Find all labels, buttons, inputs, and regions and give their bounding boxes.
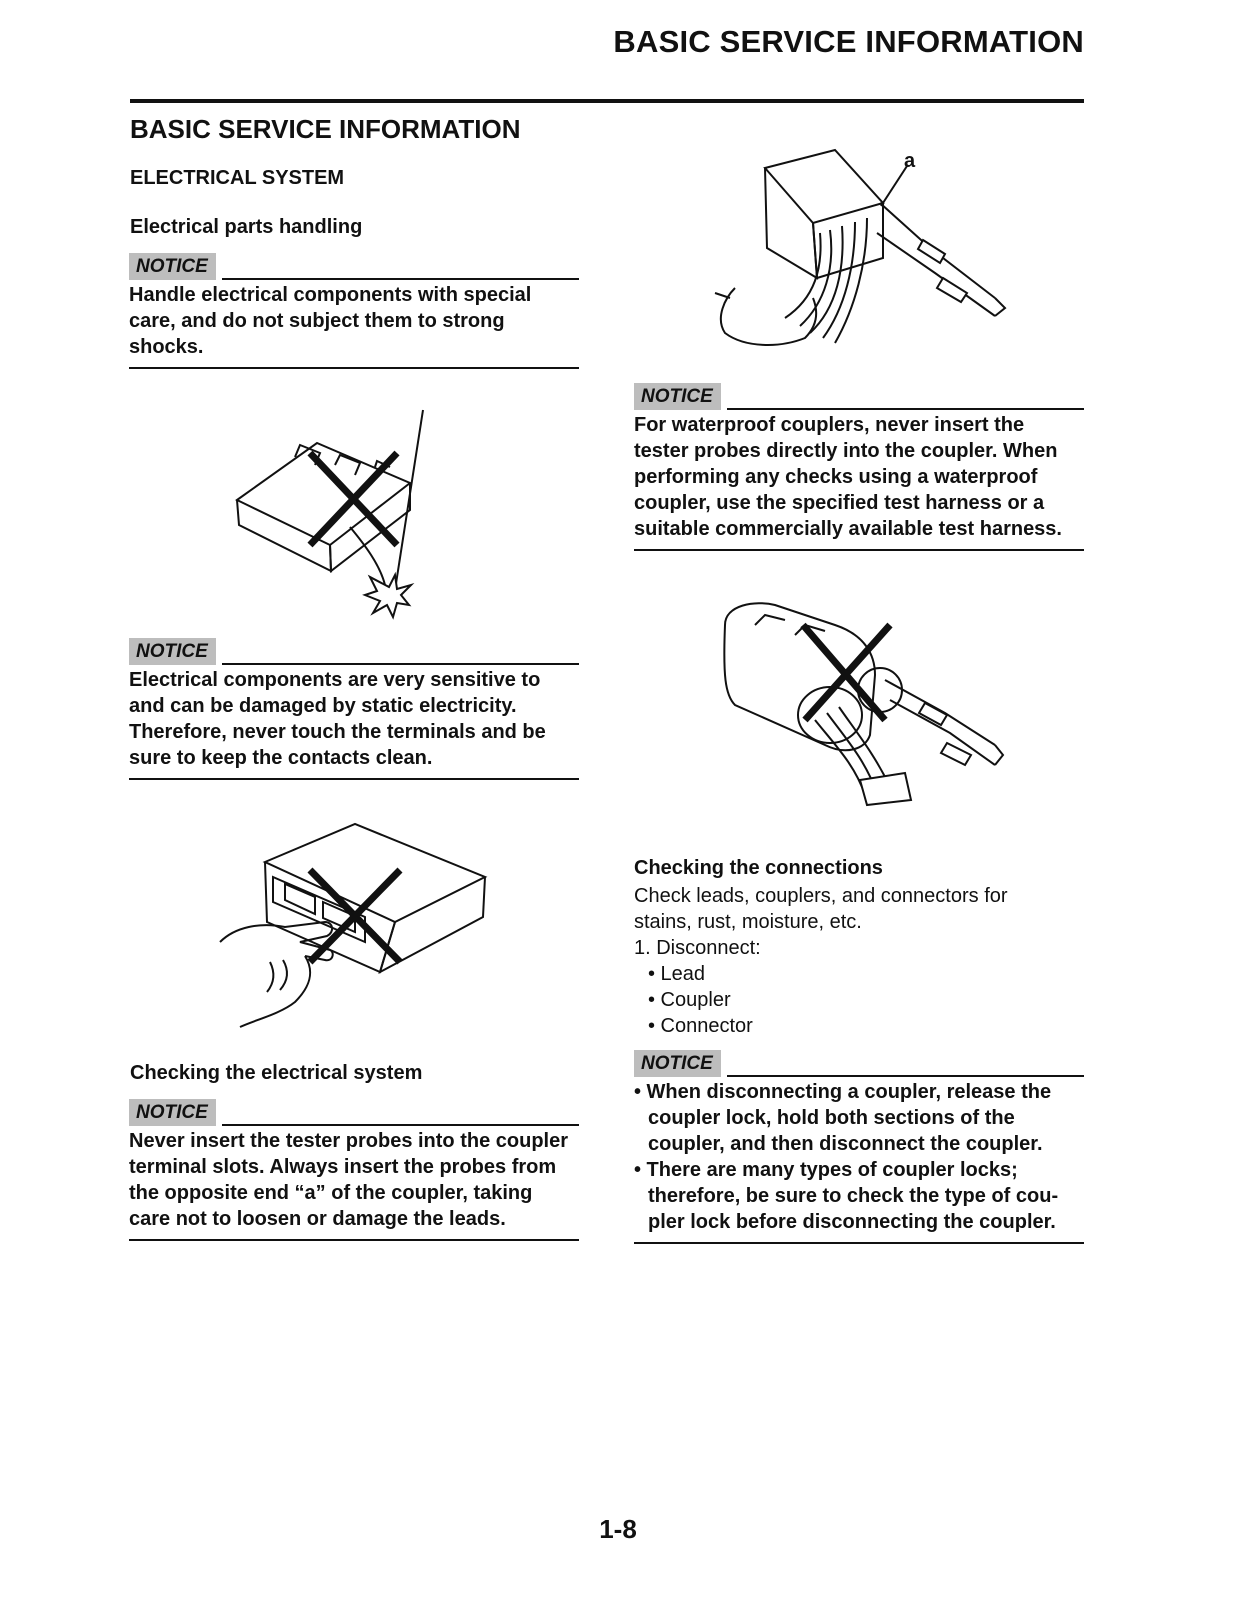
notice-coupler-lock — [634, 1047, 1084, 1244]
notice-tester-probes — [129, 1096, 579, 1241]
figure-ecu-shock — [225, 405, 445, 620]
list-item: • Lead — [648, 963, 706, 985]
list-item: • There are many types of coupler locks; therefore, be sure to check the type of coupler lock before disconnecting the coupler. — [634, 1159, 1059, 1233]
figure-waterproof-coupler — [715, 595, 1005, 810]
notice-label: NOTICE — [129, 1099, 216, 1126]
notice-text: Handle electrical components with special care, and do not subject them to strong shocks. — [129, 282, 579, 369]
section-subtitle: ELECTRICAL SYSTEM — [130, 167, 345, 189]
figure-touch-terminals — [215, 822, 495, 1027]
notice-label: NOTICE — [634, 1050, 721, 1077]
notice-label: NOTICE — [634, 383, 721, 410]
connections-text: Check leads, couplers, and connectors for stains, rust, moisture, etc. — [634, 885, 1008, 933]
checking-connections-heading: Checking the connections — [634, 857, 883, 879]
notice-label: NOTICE — [129, 638, 216, 665]
figure-coupler-probes — [705, 148, 1015, 358]
checking-electrical-heading: Checking the electrical system — [130, 1062, 423, 1084]
notice-handling — [129, 250, 579, 369]
notice-waterproof-couplers — [634, 380, 1084, 551]
header-rule — [130, 99, 1084, 103]
notice-static — [129, 635, 579, 780]
notice-text: Never insert the tester probes into the coupler terminal slots. Always insert the probes from the opposite end “a” of the coupler, taking care not to loosen or damage the leads. — [129, 1128, 579, 1241]
step-disconnect: 1. Disconnect: — [634, 937, 761, 959]
section-title: BASIC SERVICE INFORMATION — [130, 114, 521, 144]
notice-text: Electrical components are very sensitive to and can be damaged by static electricity. Therefore, never touch the terminals and be sure to keep the contacts clean. — [129, 667, 579, 780]
disconnect-list — [634, 961, 753, 1039]
handling-heading: Electrical parts handling — [130, 216, 363, 238]
list-item: • Coupler — [648, 989, 731, 1011]
list-item: • Connector — [648, 1015, 753, 1037]
list-item: • When disconnecting a coupler, release the coupler lock, hold both sections of the coupler, and then disconnect the coupler. — [634, 1081, 1052, 1155]
notice-text: For waterproof couplers, never insert the tester probes directly into the coupler. When performing any checks using a waterproof coupler, use the specified test harness or a suitable commercially available test harness. — [634, 412, 1084, 551]
page-number: 1-8 — [599, 1514, 637, 1544]
running-header-title: BASIC SERVICE INFORMATION — [613, 24, 1084, 59]
notice-label: NOTICE — [129, 253, 216, 280]
figure-label-a: a — [904, 150, 916, 172]
